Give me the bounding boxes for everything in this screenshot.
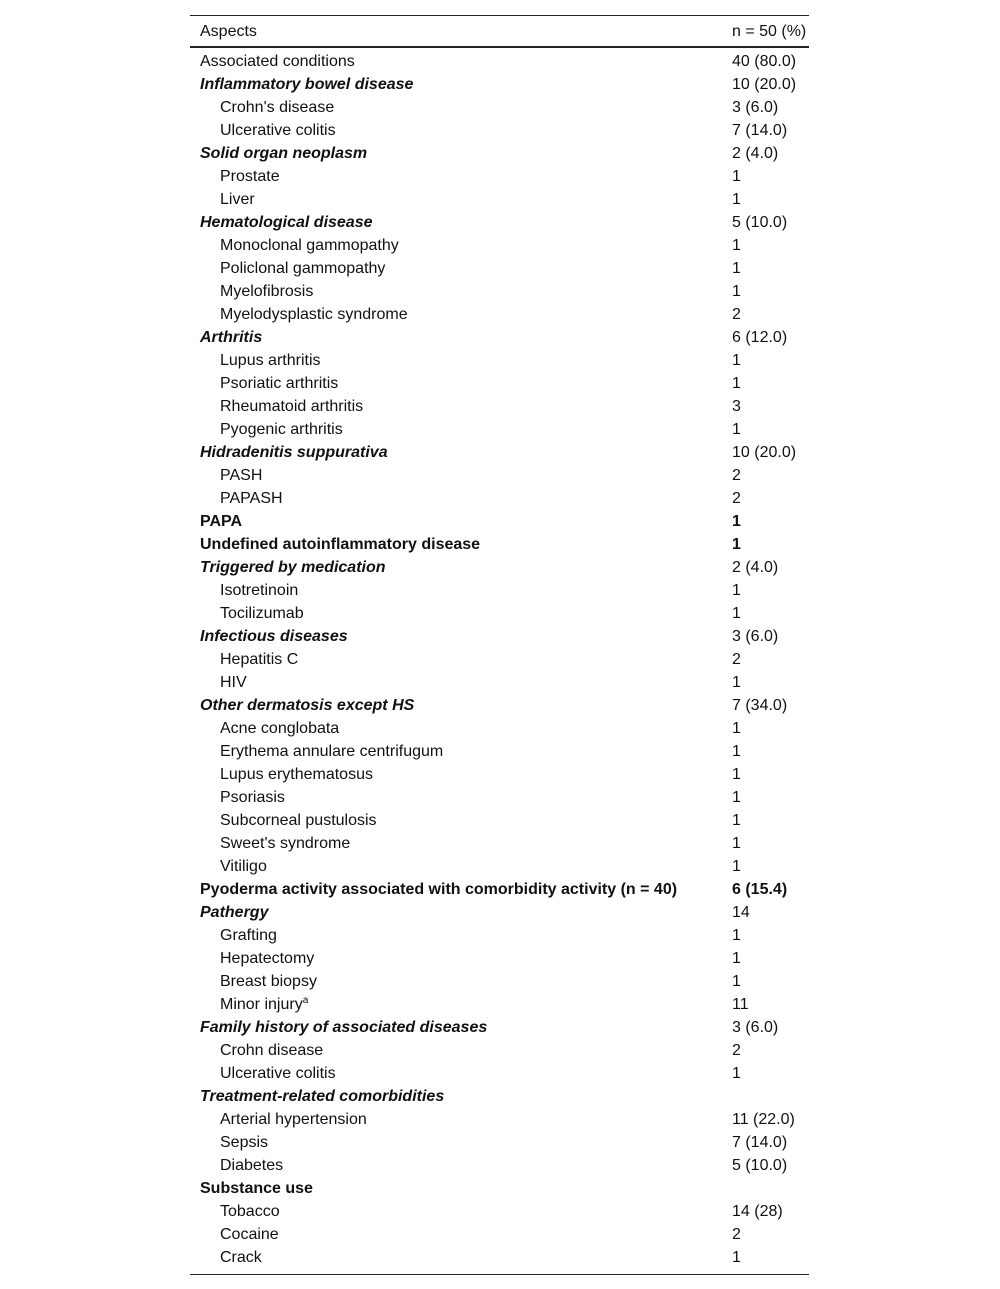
table-row [190,671,809,694]
row-aspect-label: Lupus arthritis [220,352,321,369]
table-row [190,1108,809,1131]
row-value-cell: 1 [732,812,741,829]
comorbidities-table [190,15,809,1269]
row-aspect-cell [190,303,730,326]
footnote-marker: a [302,995,309,1006]
row-aspect-label: Acne conglobata [220,720,340,737]
row-aspect-label: Subcorneal pustulosis [220,812,377,829]
row-value-cell: 1 [732,582,741,599]
row-value-cell: 6 (12.0) [732,329,788,346]
row-aspect-cell [190,993,730,1016]
row-aspect-label: Triggered by medication [200,559,386,576]
row-value-cell: 1 [732,973,741,990]
table-row [190,763,809,786]
row-value-cell: 6 (15.4) [732,881,788,898]
row-aspect-cell [190,809,730,832]
table-row [190,901,809,924]
row-aspect-cell [190,418,730,441]
table-row [190,556,809,579]
row-aspect-label: Sepsis [220,1134,269,1151]
comorbidities-table-container [190,15,809,1275]
row-aspect-cell [190,165,730,188]
row-aspect-cell [190,1016,730,1039]
row-value-cell: 3 (6.0) [732,99,779,116]
row-value-cell: 2 [732,651,741,668]
row-aspect-cell [190,326,730,349]
row-aspect-cell [190,1154,730,1177]
table-row [190,280,809,303]
row-value-cell: 11 (22.0) [732,1111,795,1128]
row-aspect-cell [190,1085,730,1108]
table-row [190,1085,809,1108]
row-value-cell: 40 (80.0) [732,53,797,70]
table-row [190,947,809,970]
row-aspect-cell [190,510,730,533]
row-value-cell: 14 [732,904,750,921]
row-value-cell: 1 [732,674,741,691]
row-aspect-cell [190,1177,730,1200]
row-aspect-cell [190,763,730,786]
row-aspect-label: Hepatectomy [220,950,315,967]
row-value-cell: 1 [732,720,741,737]
row-value-cell: 2 (4.0) [732,559,779,576]
table-row [190,579,809,602]
row-value-cell: 2 [732,306,741,323]
row-value-cell: 1 [732,421,741,438]
row-aspect-cell [190,694,730,717]
row-aspect-cell [190,1131,730,1154]
row-value-cell: 2 [732,467,741,484]
row-aspect-label: Hepatitis C [220,651,299,668]
table-row [190,786,809,809]
row-aspect-label: Crack [220,1249,262,1266]
row-aspect-label: Infectious diseases [200,628,348,645]
row-aspect-cell [190,47,730,73]
row-aspect-label: Lupus erythematosus [220,766,373,783]
table-row [190,119,809,142]
table-row [190,257,809,280]
row-value-cell: 7 (14.0) [732,122,788,139]
row-aspect-label: Crohn disease [220,1042,324,1059]
header-n: n = 50 (%) [732,22,807,40]
row-aspect-cell [190,280,730,303]
row-value-cell: 3 [732,398,741,415]
row-value-cell: 10 (20.0) [732,76,797,93]
row-aspect-label: Arthritis [200,329,263,346]
table-row [190,993,809,1016]
row-value-cell: 3 (6.0) [732,628,779,645]
row-aspect-cell [190,395,730,418]
row-aspect-label: PASH [220,467,263,484]
row-value-cell: 10 (20.0) [732,444,797,461]
row-value-cell: 1 [732,1249,741,1266]
row-aspect-label: Ulcerative colitis [220,122,336,139]
row-aspect-cell [190,947,730,970]
table-row [190,878,809,901]
row-value-cell: 14 (28) [732,1203,783,1220]
row-aspect-label: Tobacco [220,1203,280,1220]
row-value-cell: 1 [732,1065,741,1082]
row-aspect-cell [190,786,730,809]
row-value-cell: 1 [732,536,741,553]
table-row [190,533,809,556]
header-aspects: Aspects [200,22,257,40]
table-row [190,234,809,257]
row-aspect-label: Minor injury [220,996,303,1013]
row-aspect-label: Myelofibrosis [220,283,314,300]
row-value-cell: 7 (34.0) [732,697,788,714]
table-row [190,142,809,165]
table-row [190,1246,809,1269]
table-row [190,326,809,349]
table-row [190,188,809,211]
row-aspect-cell [190,211,730,234]
table-bottom-rule [190,1274,809,1275]
header-row [190,16,809,48]
row-aspect-label: Arterial hypertension [220,1111,367,1128]
row-value-cell: 1 [732,605,741,622]
row-value-cell [730,1085,809,1108]
row-aspect-cell [190,257,730,280]
row-aspect-label: Grafting [220,927,277,944]
row-value-cell: 2 [732,1042,741,1059]
table-row [190,694,809,717]
row-aspect-label: Family history of associated diseases [200,1019,488,1036]
table-body [190,47,809,1269]
row-aspect-cell [190,142,730,165]
row-aspect-label: Hematological disease [200,214,373,231]
table-row [190,73,809,96]
table-row [190,303,809,326]
row-aspect-label: Treatment-related comorbidities [200,1088,445,1105]
row-aspect-label: Hidradenitis suppurativa [200,444,388,461]
row-value-cell: 1 [732,283,741,300]
row-aspect-cell [190,648,730,671]
row-value-cell: 1 [732,835,741,852]
row-aspect-cell [190,832,730,855]
row-aspect-label: Breast biopsy [220,973,317,990]
table-row [190,47,809,73]
table-row [190,1131,809,1154]
row-value-cell: 1 [732,513,741,530]
row-aspect-label: Sweet's syndrome [220,835,351,852]
row-aspect-label: Psoriasis [220,789,285,806]
row-aspect-label: Crohn's disease [220,99,335,116]
table-row [190,96,809,119]
row-aspect-cell [190,464,730,487]
table-row [190,1177,809,1200]
row-value-cell: 7 (14.0) [732,1134,788,1151]
row-aspect-cell [190,372,730,395]
row-value-cell: 2 [732,1226,741,1243]
row-aspect-label: Monoclonal gammopathy [220,237,399,254]
row-aspect-cell [190,556,730,579]
row-aspect-label: Liver [220,191,255,208]
row-aspect-label: PAPASH [220,490,283,507]
row-value-cell: 1 [732,743,741,760]
row-value-cell: 1 [732,950,741,967]
row-aspect-cell [190,855,730,878]
table-row [190,717,809,740]
row-aspect-cell [190,1062,730,1085]
table-row [190,1223,809,1246]
row-aspect-cell [190,349,730,372]
row-aspect-label: Erythema annulare centrifugum [220,743,444,760]
row-aspect-label: Solid organ neoplasm [200,145,368,162]
row-aspect-cell [190,878,730,901]
table-row [190,395,809,418]
table-row [190,740,809,763]
row-aspect-label: Other dermatosis except HS [200,697,415,714]
row-value-cell: 2 [732,490,741,507]
table-row [190,832,809,855]
row-aspect-cell [190,970,730,993]
row-value-cell: 1 [732,766,741,783]
row-aspect-label: Diabetes [220,1157,284,1174]
row-aspect-label: Undefined autoinflammatory disease [200,536,481,553]
row-value-cell: 3 (6.0) [732,1019,779,1036]
table-row [190,625,809,648]
row-aspect-label: Prostate [220,168,280,185]
row-value-cell: 1 [732,789,741,806]
table-row [190,1062,809,1085]
table-row [190,809,809,832]
table-row [190,602,809,625]
row-aspect-cell [190,579,730,602]
row-aspect-cell [190,96,730,119]
row-aspect-label: Tocilizumab [220,605,304,622]
table-row [190,441,809,464]
row-value-cell: 1 [732,352,741,369]
table-row [190,970,809,993]
row-aspect-label: Isotretinoin [220,582,299,599]
row-value-cell: 1 [732,168,741,185]
row-value-cell: 5 (10.0) [732,214,788,231]
table-row [190,464,809,487]
row-aspect-cell [190,671,730,694]
table-row [190,1200,809,1223]
table-row [190,349,809,372]
table-row [190,648,809,671]
row-aspect-label: Pyoderma activity associated with comorbidity activity (n = 40) [200,881,678,898]
row-aspect-cell [190,188,730,211]
table-row [190,1016,809,1039]
row-value-cell: 1 [732,191,741,208]
row-aspect-cell [190,1246,730,1269]
table-row [190,165,809,188]
table-row [190,211,809,234]
row-aspect-label: HIV [220,674,247,691]
row-aspect-cell [190,119,730,142]
row-aspect-label: PAPA [200,513,243,530]
table-row [190,924,809,947]
row-value-cell [730,1177,809,1200]
table-row [190,487,809,510]
row-aspect-label: Substance use [200,1180,313,1197]
table-row [190,1154,809,1177]
row-aspect-label: Myelodysplastic syndrome [220,306,408,323]
row-aspect-label: Rheumatoid arthritis [220,398,364,415]
table-row [190,418,809,441]
row-aspect-cell [190,625,730,648]
table-row [190,1039,809,1062]
row-aspect-label: Pathergy [200,904,269,921]
row-aspect-cell [190,441,730,464]
table-row [190,372,809,395]
row-value-cell: 1 [732,858,741,875]
row-value-cell: 5 (10.0) [732,1157,788,1174]
row-value-cell: 1 [732,237,741,254]
row-aspect-cell [190,487,730,510]
row-aspect-label: Policlonal gammopathy [220,260,386,277]
row-aspect-cell [190,1039,730,1062]
row-aspect-cell [190,73,730,96]
row-value-cell: 2 (4.0) [732,145,779,162]
row-value-cell: 1 [732,375,741,392]
row-aspect-cell [190,602,730,625]
row-aspect-label: Pyogenic arthritis [220,421,343,438]
row-aspect-cell [190,234,730,257]
row-value-cell: 11 [732,996,749,1013]
row-aspect-cell [190,901,730,924]
row-aspect-label: Psoriatic arthritis [220,375,339,392]
row-aspect-cell [190,717,730,740]
table-header [190,16,809,48]
row-aspect-cell [190,740,730,763]
row-aspect-cell [190,1200,730,1223]
row-aspect-cell [190,1223,730,1246]
row-aspect-label: Vitiligo [220,858,267,875]
row-aspect-label: Ulcerative colitis [220,1065,336,1082]
row-aspect-label: Associated conditions [200,53,355,70]
table-row [190,510,809,533]
row-aspect-label: Cocaine [220,1226,279,1243]
row-aspect-cell [190,924,730,947]
row-aspect-cell [190,1108,730,1131]
row-aspect-label: Inflammatory bowel disease [200,76,414,93]
row-aspect-cell [190,533,730,556]
row-value-cell: 1 [732,260,741,277]
row-value-cell: 1 [732,927,741,944]
table-row [190,855,809,878]
